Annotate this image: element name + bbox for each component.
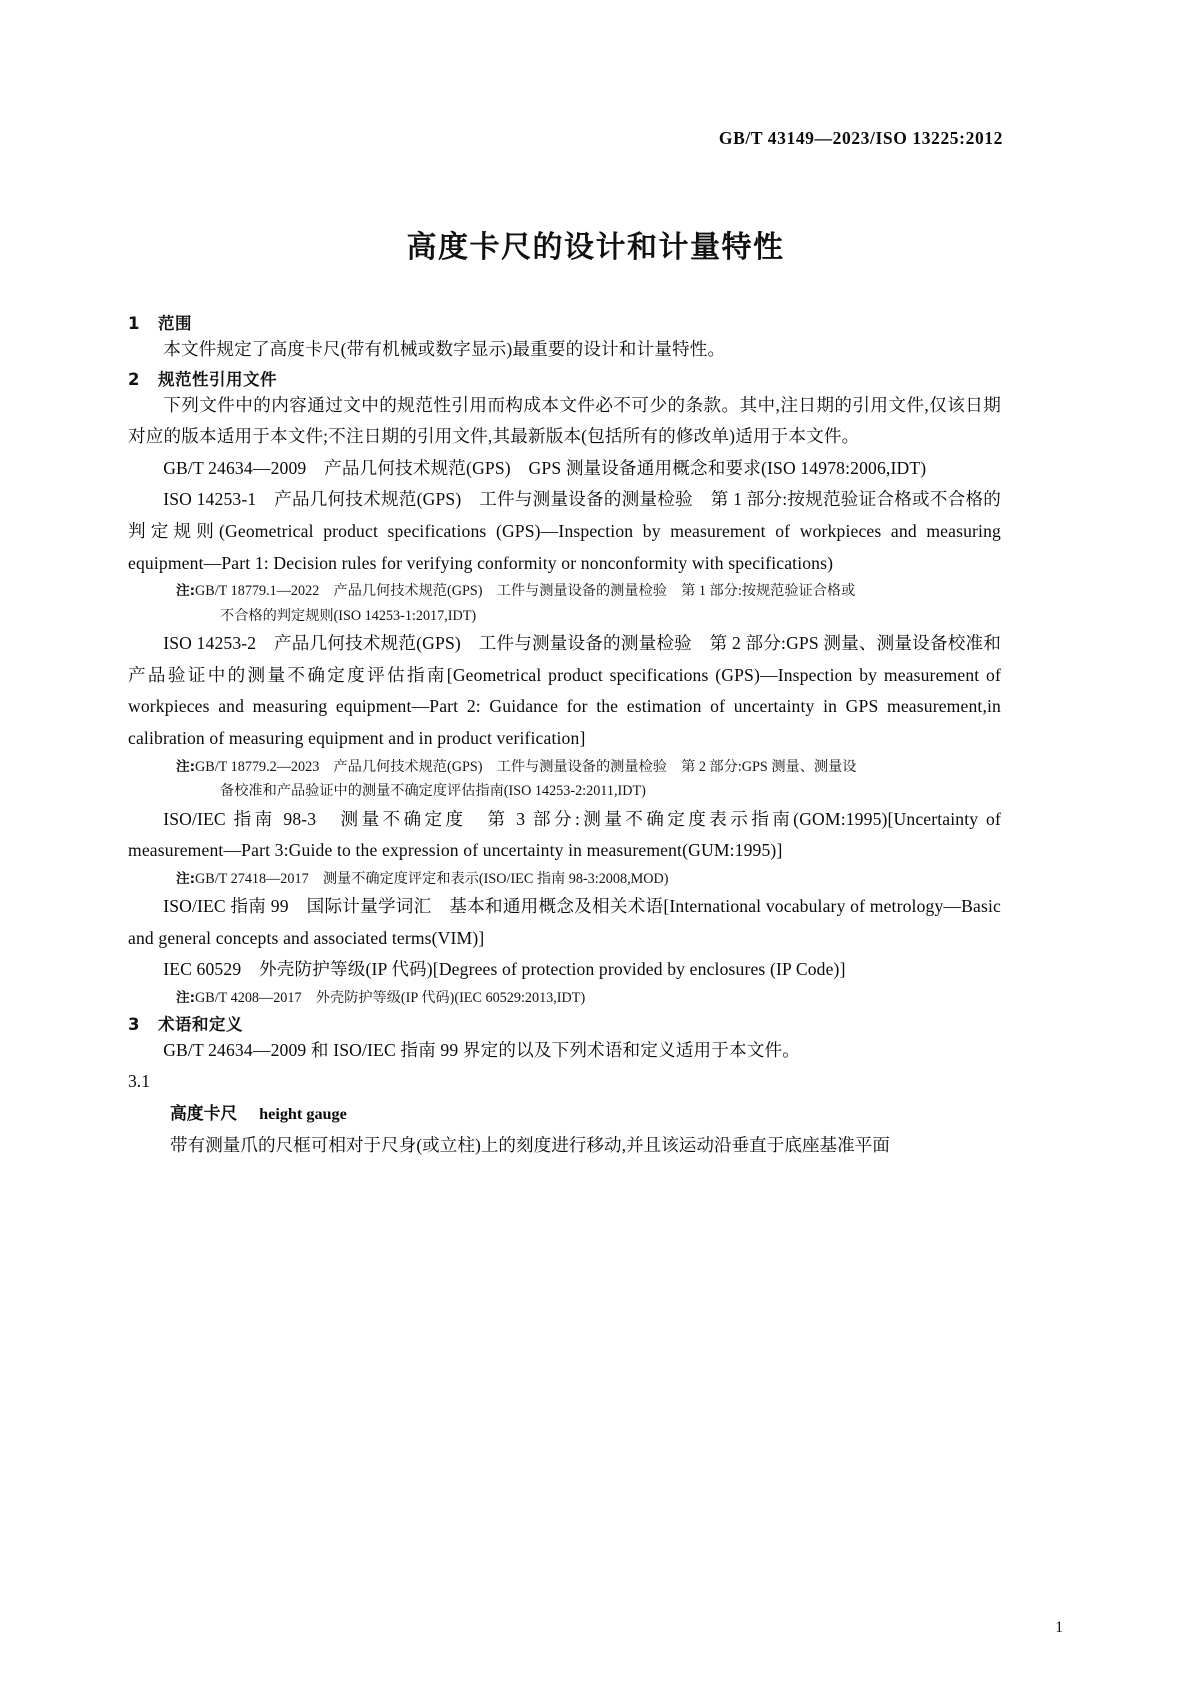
standard-reference: GB/T 43149—2023/ISO 13225:2012 bbox=[718, 128, 1003, 148]
reference-note bbox=[128, 755, 1001, 780]
clause-number-2: 2 bbox=[128, 369, 140, 389]
normative-reference-item: ISO 14253-1 产品几何技术规范(GPS) 工件与测量设备的测量检验 第 1 部分:按规范验证合格或不合格的判定规则(Geometrical product specifications (GPS)—Inspection by measurement of workpieces and measuring equipment—Part 1: Decision rules for verifying conformity or nonconformity with specifications) bbox=[128, 489, 1001, 573]
clause-heading-2 bbox=[128, 366, 1001, 390]
clause-2-paragraph: 下列文件中的内容通过文中的规范性引用而构成本文件必不可少的条款。其中,注日期的引用文件,仅该日期对应的版本适用于本文件;不注日期的引用文件,其最新版本(包括所有的修改单)适用于本文件。 bbox=[128, 394, 1001, 447]
note-label: 注: bbox=[176, 583, 196, 600]
term-number: 3.1 bbox=[128, 1071, 150, 1092]
clause-title-1: 范围 bbox=[158, 314, 192, 333]
reference-note bbox=[128, 986, 1001, 1011]
note-label: 注: bbox=[176, 758, 196, 775]
normative-reference-item: IEC 60529 外壳防护等级(IP 代码)[Degrees of protection provided by enclosures (IP Code)] bbox=[163, 959, 846, 980]
clause-3-paragraph: GB/T 24634—2009 和 ISO/IEC 指南 99 界定的以及下列术语和定义适用于本文件。 bbox=[163, 1039, 800, 1060]
term-definition: 带有测量爪的尺框可相对于尺身(或立柱)上的刻度进行移动,并且该运动沿垂直于底座基准平面 bbox=[170, 1135, 890, 1156]
note-text: GB/T 4208—2017 外壳防护等级(IP 代码)(IEC 60529:2013,IDT) bbox=[195, 990, 586, 1006]
normative-reference-item: GB/T 24634—2009 产品几何技术规范(GPS) GPS 测量设备通用概念和要求(ISO 14978:2006,IDT) bbox=[163, 457, 927, 478]
note-label: 注: bbox=[176, 990, 196, 1006]
clause-title-2: 规范性引用文件 bbox=[158, 369, 277, 389]
note-text: GB/T 27418—2017 测量不确定度评定和表示(ISO/IEC 指南 98-3:2008,MOD) bbox=[195, 870, 669, 887]
clause-1-paragraph: 本文件规定了高度卡尺(带有机械或数字显示)最重要的设计和计量特性。 bbox=[163, 339, 726, 359]
clause-heading-1 bbox=[128, 310, 1001, 334]
clause-number-1: 1 bbox=[128, 314, 140, 333]
term-name bbox=[128, 1098, 1001, 1131]
running-header bbox=[0, 128, 1191, 149]
reference-note bbox=[128, 579, 1001, 604]
clause-title-3: 术语和定义 bbox=[158, 1014, 243, 1034]
page-number: 1 bbox=[1055, 1619, 1063, 1636]
page-title: 高度卡尺的设计和计量特性 bbox=[406, 230, 785, 265]
note-text: GB/T 18779.1—2022 产品几何技术规范(GPS) 工件与测量设备的测量检验 第 1 部分:按规范验证合格或 bbox=[195, 583, 856, 600]
document-body bbox=[128, 310, 1001, 1162]
reference-note bbox=[128, 867, 1001, 892]
clause-number-3: 3 bbox=[128, 1014, 140, 1034]
term-name-english: height gauge bbox=[259, 1104, 347, 1123]
normative-reference-item: ISO/IEC 指南 99 国际计量学词汇 基本和通用概念及相关术语[International vocabulary of metrology—Basic and general concepts and associated terms(VIM)] bbox=[128, 896, 1001, 948]
note-label: 注: bbox=[176, 870, 196, 887]
reference-note-continued: 备校准和产品验证中的测量不确定度评估指南(ISO 14253-2:2011,IDT) bbox=[220, 783, 646, 800]
term-name-chinese: 高度卡尺 bbox=[170, 1102, 238, 1123]
note-text: GB/T 18779.2—2023 产品几何技术规范(GPS) 工件与测量设备的测量检验 第 2 部分:GPS 测量、测量设 bbox=[195, 758, 857, 775]
normative-reference-item: ISO/IEC 指南 98-3 测量不确定度 第 3 部分:测量不确定度表示指南(GOM:1995)[Uncertainty of measurement—Part 3:Guide to the expression of uncertainty in measurement(GUM:1995)] bbox=[128, 808, 1001, 861]
clause-heading-3 bbox=[128, 1011, 1001, 1035]
normative-reference-item: ISO 14253-2 产品几何技术规范(GPS) 工件与测量设备的测量检验 第 2 部分:GPS 测量、测量设备校准和产品验证中的测量不确定度评估指南[Geometrical product specifications (GPS)—Inspection by measurement of workpieces and measuring equipment—Part 2: Guidance for the estimation of uncertainty in GPS measurement,in calibration of measuring equipment and in product verification] bbox=[128, 633, 1001, 748]
reference-note-continued: 不合格的判定规则(ISO 14253-1:2017,IDT) bbox=[220, 607, 477, 624]
